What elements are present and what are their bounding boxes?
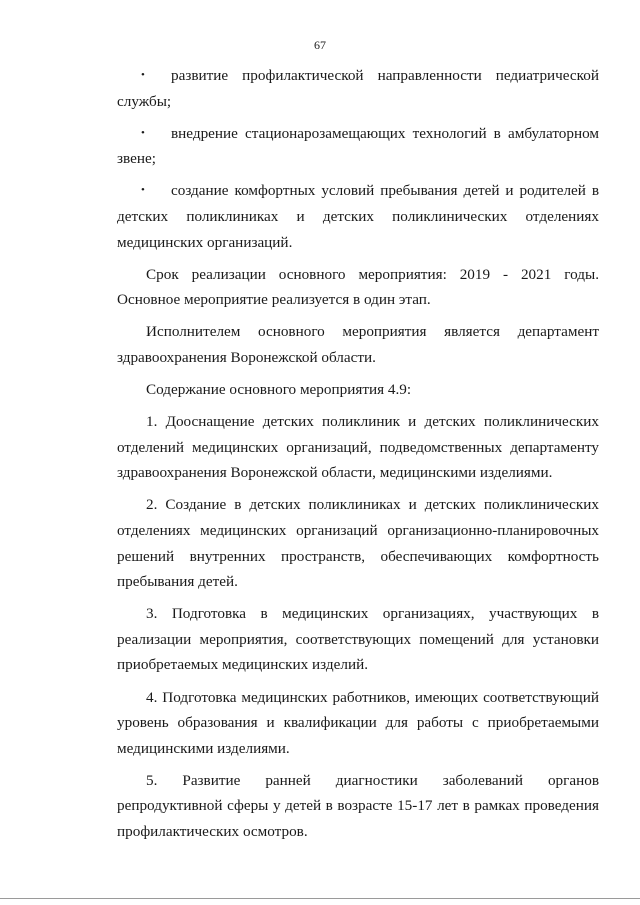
bottom-scan-edge-divider [0, 898, 640, 899]
content-heading: Содержание основного мероприятия 4.9: [146, 381, 412, 399]
bullet-icon: • [141, 184, 145, 197]
executor-paragraph: Исполнителем основного мероприятия является департамент здравоохранения Воронежской области. [117, 323, 599, 366]
list-item-5: 5. Развитие ранней диагностики заболеваний органов репродуктивной сферы у детей в возрасте 15-17 лет в рамках проведения профилактических осмотров. [117, 771, 599, 841]
list-item-1: 1. Дооснащение детских поликлиник и детских поликлинических отделений медицинских организаций, подведомственных департаменту здравоохранения Воронежской области, медицинскими изделиями. [117, 413, 599, 482]
document-body [117, 63, 599, 851]
page-number: 67 [314, 38, 326, 52]
bullet-icon: • [141, 126, 145, 139]
bullet-item [117, 121, 599, 172]
bullet-text: создание комфортных условий пребывания детей и родителей в детских поликлиниках и детских поликлинических отделениях медицинских организаций. [117, 182, 599, 251]
list-item-2: 2. Создание в детских поликлиниках и детских поликлинических отделениях медицинских организаций организационно-планировочных решений внутренних пространств, обеспечивающих комфортность пребывания детей. [117, 496, 599, 591]
bullet-item [117, 63, 599, 114]
bullet-text: внедрение стационарозамещающих технологий в амбулаторном звене; [117, 124, 599, 168]
bullet-item [117, 178, 599, 255]
bullet-icon: • [141, 69, 145, 81]
bullet-text: развитие профилактической направленности педиатрической службы; [117, 67, 599, 110]
implementation-period-paragraph: Срок реализации основного мероприятия: 2019 - 2021 годы. Основное мероприятие реализуется в один этап. [117, 265, 599, 309]
list-item-3: 3. Подготовка в медицинских организациях, участвующих в реализации мероприятия, соответствующих помещений для установки приобретаемых медицинских изделий. [117, 605, 599, 674]
list-item-4: 4. Подготовка медицинских работников, имеющих соответствующий уровень образования и квалификации для работы с приобретаемыми медицинскими изделиями. [117, 688, 599, 757]
